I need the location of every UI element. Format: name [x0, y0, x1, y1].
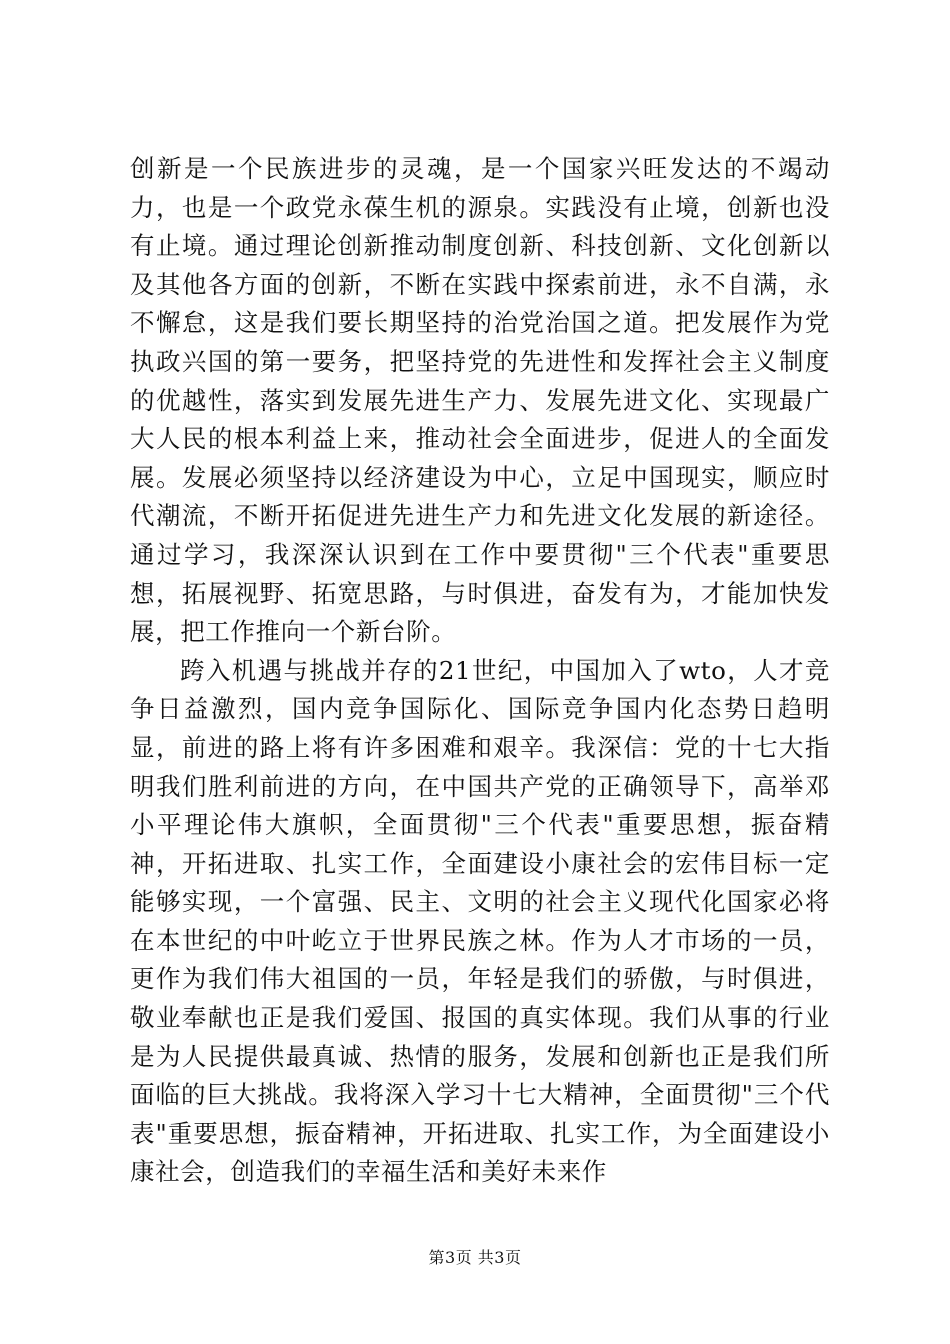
document-body	[130, 150, 830, 1192]
page-number-footer: 第3页 共3页	[428, 1248, 522, 1267]
paragraph-1: 创新是一个民族进步的灵魂，是一个国家兴旺发达的不竭动力，也是一个政党永葆生机的源泉。实践没有止境，创新也没有止境。通过理论创新推动制度创新、科技创新、文化创新以及其他各方面的创新，不断在实践中探索前进，永不自满，永不懈怠，这是我们要长期坚持的治党治国之道。把发展作为党执政兴国的第一要务，把坚持党的先进性和发挥社会主义制度的优越性，落实到发展先进生产力、发展先进文化、实现最广大人民的根本利益上来，推动社会全面进步，促进人的全面发展。发展必须坚持以经济建设为中心，立足中国现实，顺应时代潮流，不断开拓促进先进生产力和先进文化发展的新途径。通过学习，我深深认识到在工作中要贯彻"三个代表"重要思想，拓展视野、拓宽思路，与时俱进，奋发有为，才能加快发展，把工作推向一个新台阶。	[130, 154, 830, 647]
paragraph-2: 跨入机遇与挑战并存的21世纪，中国加入了wto，人才竞争日益激烈，国内竞争国际化、国际竞争国内化态势日趋明显，前进的路上将有许多困难和艰辛。我深信：党的十七大指明我们胜利前进的方向，在中国共产党的正确领导下，高举邓小平理论伟大旗帜，全面贯彻"三个代表"重要思想，振奋精神，开拓进取、扎实工作，全面建设小康社会的宏伟目标一定能够实现，一个富强、民主、文明的社会主义现代化国家必将在本世纪的中叶屹立于世界民族之林。作为人才市场的一员，更作为我们伟大祖国的一员，年轻是我们的骄傲，与时俱进，敬业奉献也正是我们爱国、报国的真实体现。我们从事的行业是为人民提供最真诚、热情的服务，发展和创新也正是我们所面临的巨大挑战。我将深入学习十七大精神，全面贯彻"三个代表"重要思想，振奋精神，开拓进取、扎实工作，为全面建设小康社会，创造我们的幸福生活和美好未来作	[130, 655, 830, 1187]
